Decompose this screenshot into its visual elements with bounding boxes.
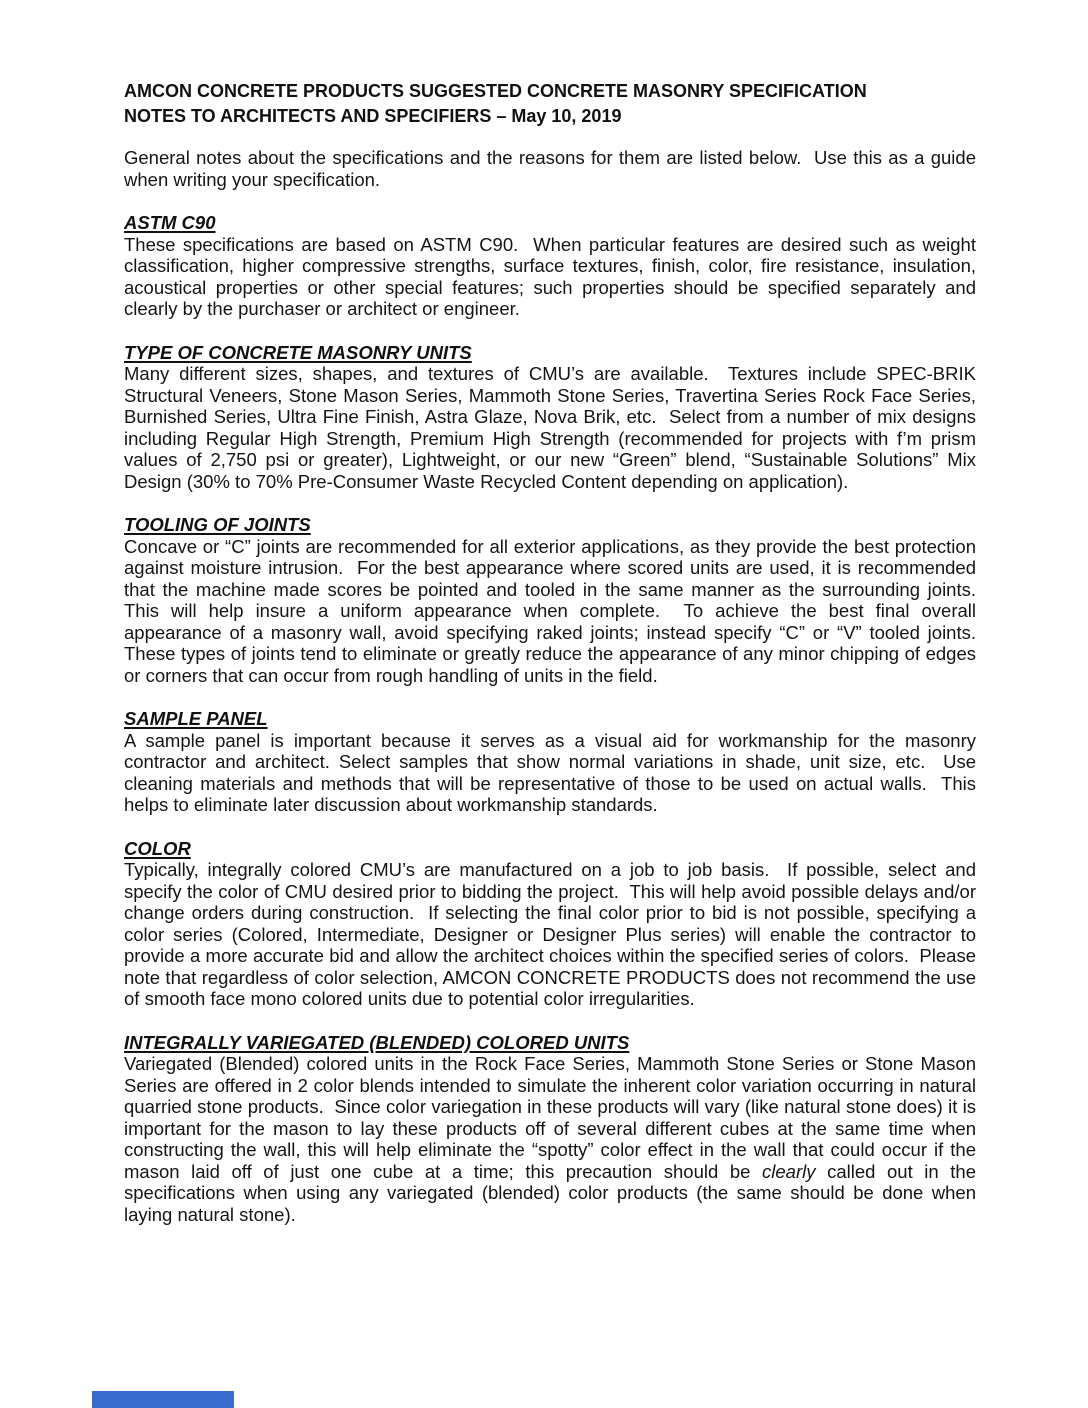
variegated-body-emphasis: clearly: [762, 1160, 816, 1182]
section-tooling-of-joints: [124, 514, 987, 686]
document-content: [124, 79, 987, 1225]
footer-blue-bar: [92, 1391, 234, 1408]
tooling-of-joints-body: Concave or “C” joints are recommended for all exterior applications, as they provide the best protection against moisture intrusion. For the best appearance where scored units are used, it is recommended that the machine made scores be pointed and tooled in the same manner as the surrounding joints. This will help insure a uniform appearance when complete. To achieve the best final overall appearance of a masonry wall, avoid specifying raked joints; instead specify “C” or “V” tooled joints. These types of joints tend to eliminate or greatly reduce the appearance of any minor chipping of edges or corners that can occur from rough handling of units in the field.: [124, 535, 987, 686]
intro-paragraph: General notes about the specifications and the reasons for them are listed below. Use this as a guide when writing your specification.: [124, 147, 982, 190]
section-type-of-concrete-masonry-units: [124, 341, 982, 493]
sample-panel-heading: SAMPLE PANEL: [124, 708, 268, 729]
variegated-units-body: [124, 1053, 982, 1225]
variegated-body-start: Variegated (Blended) colored units in the Rock Face Series, Mammoth Stone Series or Stone Mason Series are offered in 2 color blends intended to simulate the inherent color variation occurring in natural quarried stone products. Since color variegation in these products will vary (like natural stone does) it is important for the mason to lay these products off of several different cubes at the same time when constructing the wall, this will help eliminate the “spotty” color effect in the wall that could occur if the mason laid off of just one cube at a time; this precaution should be: [124, 1053, 982, 1182]
sample-panel-body: A sample panel is important because it serves as a visual aid for workmanship for the masonry contractor and architect. Select samples that show normal variations in shade, unit size, etc. Use cleaning materials and methods that will be representative of those to be used on actual walls. This helps to eliminate later discussion about workmanship standards.: [124, 729, 982, 815]
title-line-2: NOTES TO ARCHITECTS AND SPECIFIERS – May 10, 2019: [124, 106, 622, 126]
section-integrally-variegated-units: [124, 1031, 982, 1226]
section-astm-c90: [124, 212, 982, 320]
variegated-units-heading: INTEGRALLY VARIEGATED (BLENDED) COLORED UNITS: [124, 1031, 630, 1053]
color-heading: COLOR: [124, 837, 191, 859]
section-sample-panel: [124, 708, 982, 816]
astm-c90-body: These specifications are based on ASTM C90. When particular features are desired such as weight classification, higher compressive strengths, surface textures, finish, color, fire resistance, insulation, acoustical properties or other special features; such properties should be specified separately and clearly by the purchaser or architect or engineer.: [124, 233, 982, 319]
variegated-body-end: called out in the specifications when using any variegated (blended) color products (the same should be done when laying natural stone).: [124, 1160, 982, 1225]
document-title: [124, 79, 976, 129]
title-line-1: AMCON CONCRETE PRODUCTS SUGGESTED CONCRETE MASONRY SPECIFICATION: [124, 81, 867, 101]
type-of-cmu-body: Many different sizes, shapes, and textures of CMU’s are available. Textures include SPEC-BRIK Structural Veneers, Stone Mason Series, Mammoth Stone Series, Travertina Series Rock Face Series, Burnished Series, Ultra Fine Finish, Astra Glaze, Nova Brik, etc. Select from a number of mix designs including Regular High Strength, Premium High Strength (recommended for projects with f’m prism values of 2,750 psi or greater), Lightweight, or our new “Green” blend, “Sustainable Solutions” Mix Design (30% to 70% Pre-Consumer Waste Recycled Content depending on application).: [124, 363, 982, 492]
color-body: Typically, integrally colored CMU’s are manufactured on a job to job basis. If possible, select and specify the color of CMU desired prior to bidding the project. This will help avoid possible delays and/or change orders during construction. If selecting the final color prior to bid is not possible, specifying a color series (Colored, Intermediate, Designer or Designer Plus series) will enable the contractor to provide a more accurate bid and allow the architect choices within the specified series of colors. Please note that regardless of color selection, AMCON CONCRETE PRODUCTS does not recommend the use of smooth face mono colored units due to potential color irregularities.: [124, 859, 982, 1009]
type-of-cmu-heading: TYPE OF CONCRETE MASONRY UNITS: [124, 341, 472, 363]
tooling-of-joints-heading: TOOLING OF JOINTS: [124, 514, 311, 535]
astm-c90-heading: ASTM C90: [124, 212, 216, 233]
section-color: [124, 837, 982, 1010]
